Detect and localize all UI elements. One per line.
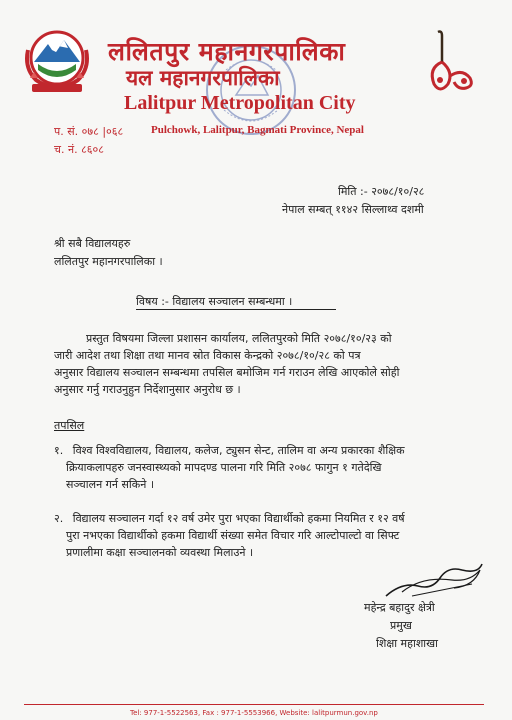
- footer-divider: [24, 704, 484, 705]
- body-paragraph: [54, 330, 468, 398]
- office-address: Pulchowk, Lalitpur, Bagmati Province, Nepal: [151, 124, 364, 136]
- list-item: [54, 510, 468, 561]
- tapsil-heading: तपसिल: [54, 419, 85, 432]
- signatory-title: प्रमुख: [390, 619, 412, 632]
- recipient-line-2: ललितपुर महानगरपालिका ।: [54, 255, 163, 268]
- list-item: [54, 442, 468, 493]
- body-line: जारी आदेश तथा शिक्षा तथा मानव स्रोत विकास केन्द्रको २०७८/१०/२८ को पत्र: [54, 349, 361, 362]
- body-line: अनुसार गर्नु गराउनुहुन निर्देशानुसार अनुरोध छ ।: [54, 383, 241, 396]
- body-line: अनुसार विद्यालय सञ्चालन सम्बन्धमा तपसिल बमोजिम गर्न गराउन लेखि आएकोले सोही: [54, 366, 400, 379]
- body-line: प्रस्तुत विषयमा जिल्ला प्रशासन कार्यालय, ललितपुरको मिति २०७८/१०/२३ को: [86, 332, 392, 345]
- list-number: २.: [54, 512, 64, 525]
- nepal-sambat-date: नेपाल सम्बत् ११४२ सिल्लाथ्व दशमी: [282, 203, 424, 216]
- signatory-name: महेन्द्र बहादुर क्षेत्री: [364, 601, 435, 614]
- org-name-newari: यल महानगरपालिका: [126, 66, 280, 90]
- dispatch-number: च. नं. ८६०८: [54, 143, 104, 156]
- list-line: विश्व विश्वविद्यालय, विद्यालय, कलेज, ट्युसन सेन्ट, तालिम वा अन्य प्रकारका शैक्षिक: [72, 444, 405, 457]
- list-line: पुरा नभएका विद्यार्थीको हकमा विद्यार्थी संख्या समेत विचार गरि आल्टोपाल्टो वा सिफ्ट: [66, 529, 400, 542]
- list-number: १.: [54, 444, 64, 457]
- lalitpur-symbol-icon: [424, 28, 476, 100]
- org-name-nepali: ललितपुर महानगरपालिका: [108, 37, 346, 66]
- signatory-department: शिक्षा महाशाखा: [376, 637, 439, 650]
- list-line: विद्यालय सञ्चालन गर्दा १२ वर्ष उमेर पुरा भएका विद्यार्थीको हकमा नियमित र १२ वर्ष: [72, 512, 405, 525]
- footer-contact: Tel: 977-1-5522563, Fax : 977-1-5553966, Website: lalitpurmun.gov.np: [130, 709, 378, 717]
- org-name-english: Lalitpur Metropolitan City: [124, 92, 356, 114]
- signature-scribble: [382, 556, 486, 602]
- date-line: मिति :- २०७८/१०/२८: [338, 185, 425, 198]
- list-line: प्रणालीमा कक्षा सञ्चालनको व्यवस्था मिलाउने ।: [66, 546, 254, 559]
- list-line: क्रियाकलापहरु जनस्वास्थ्यको मापदण्ड पालना गरि मिति २०७८ फागुन १ गतेदेखि: [66, 461, 382, 474]
- recipient-line-1: श्री सबै विद्यालयहरु: [54, 237, 131, 250]
- subject-line: विषय :- विद्यालय सञ्चालन सम्बन्धमा ।: [136, 294, 336, 310]
- list-line: सञ्चालन गर्न सकिने ।: [66, 478, 154, 491]
- nepal-emblem-icon: [22, 28, 92, 94]
- reference-number: प. सं. ०७८ |०६८: [54, 125, 124, 138]
